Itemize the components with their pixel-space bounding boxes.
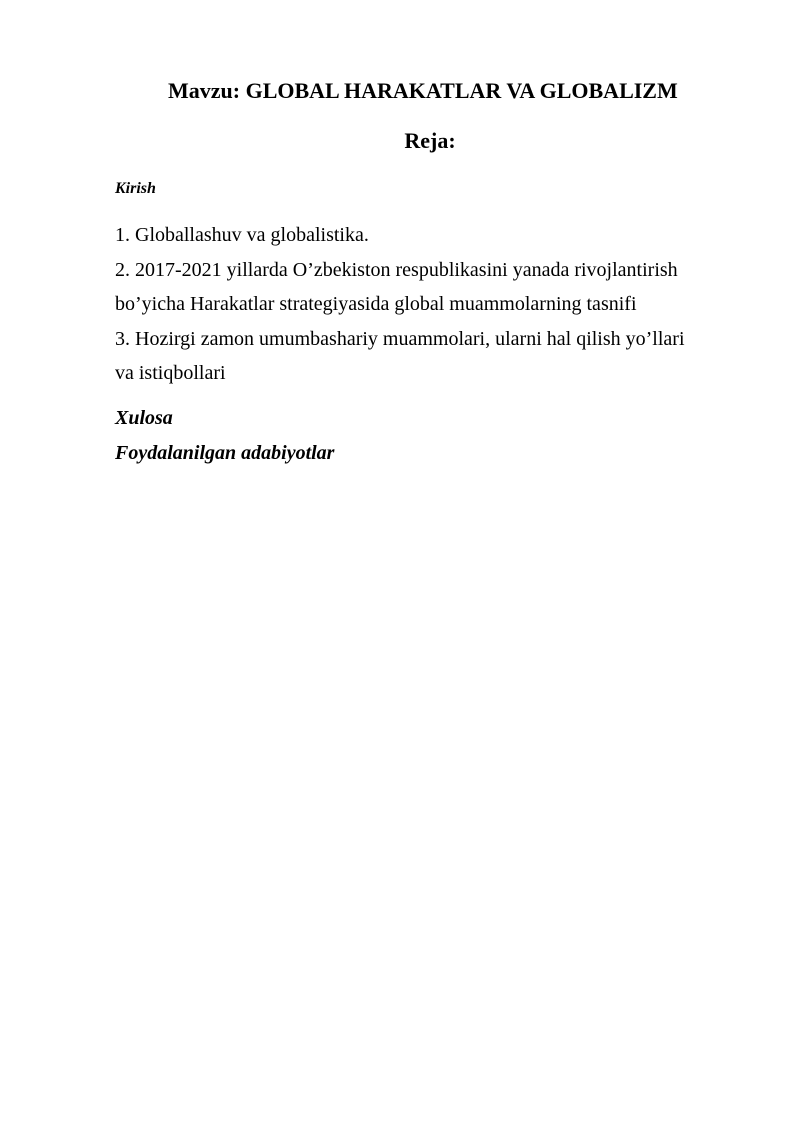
plan-item-1: 1. Globallashuv va globalistika. [115, 224, 369, 246]
plan-heading: Reja: [404, 128, 456, 153]
conclusion-heading: Xulosa [115, 407, 173, 429]
intro-heading: Kirish [115, 180, 156, 197]
references-heading: Foydalanilgan adabiyotlar [115, 441, 335, 464]
plan-item-2-continued: bo’yicha Harakatlar strategiyasida global muammolarning tasnifi [115, 293, 637, 315]
plan-item-2: 2. 2017-2021 yillarda O’zbekiston respublikasini yanada rivojlantirish [115, 258, 678, 281]
closing-sections [115, 401, 334, 470]
plan-list [115, 218, 755, 391]
document-title: Mavzu: GLOBAL HARAKATLAR VA GLOBALIZM [168, 78, 678, 103]
plan-item-3-continued: va istiqbollari [115, 362, 226, 384]
plan-item-3: 3. Hozirgi zamon umumbashariy muammolari, ularni hal qilish yo’llari [115, 327, 685, 350]
